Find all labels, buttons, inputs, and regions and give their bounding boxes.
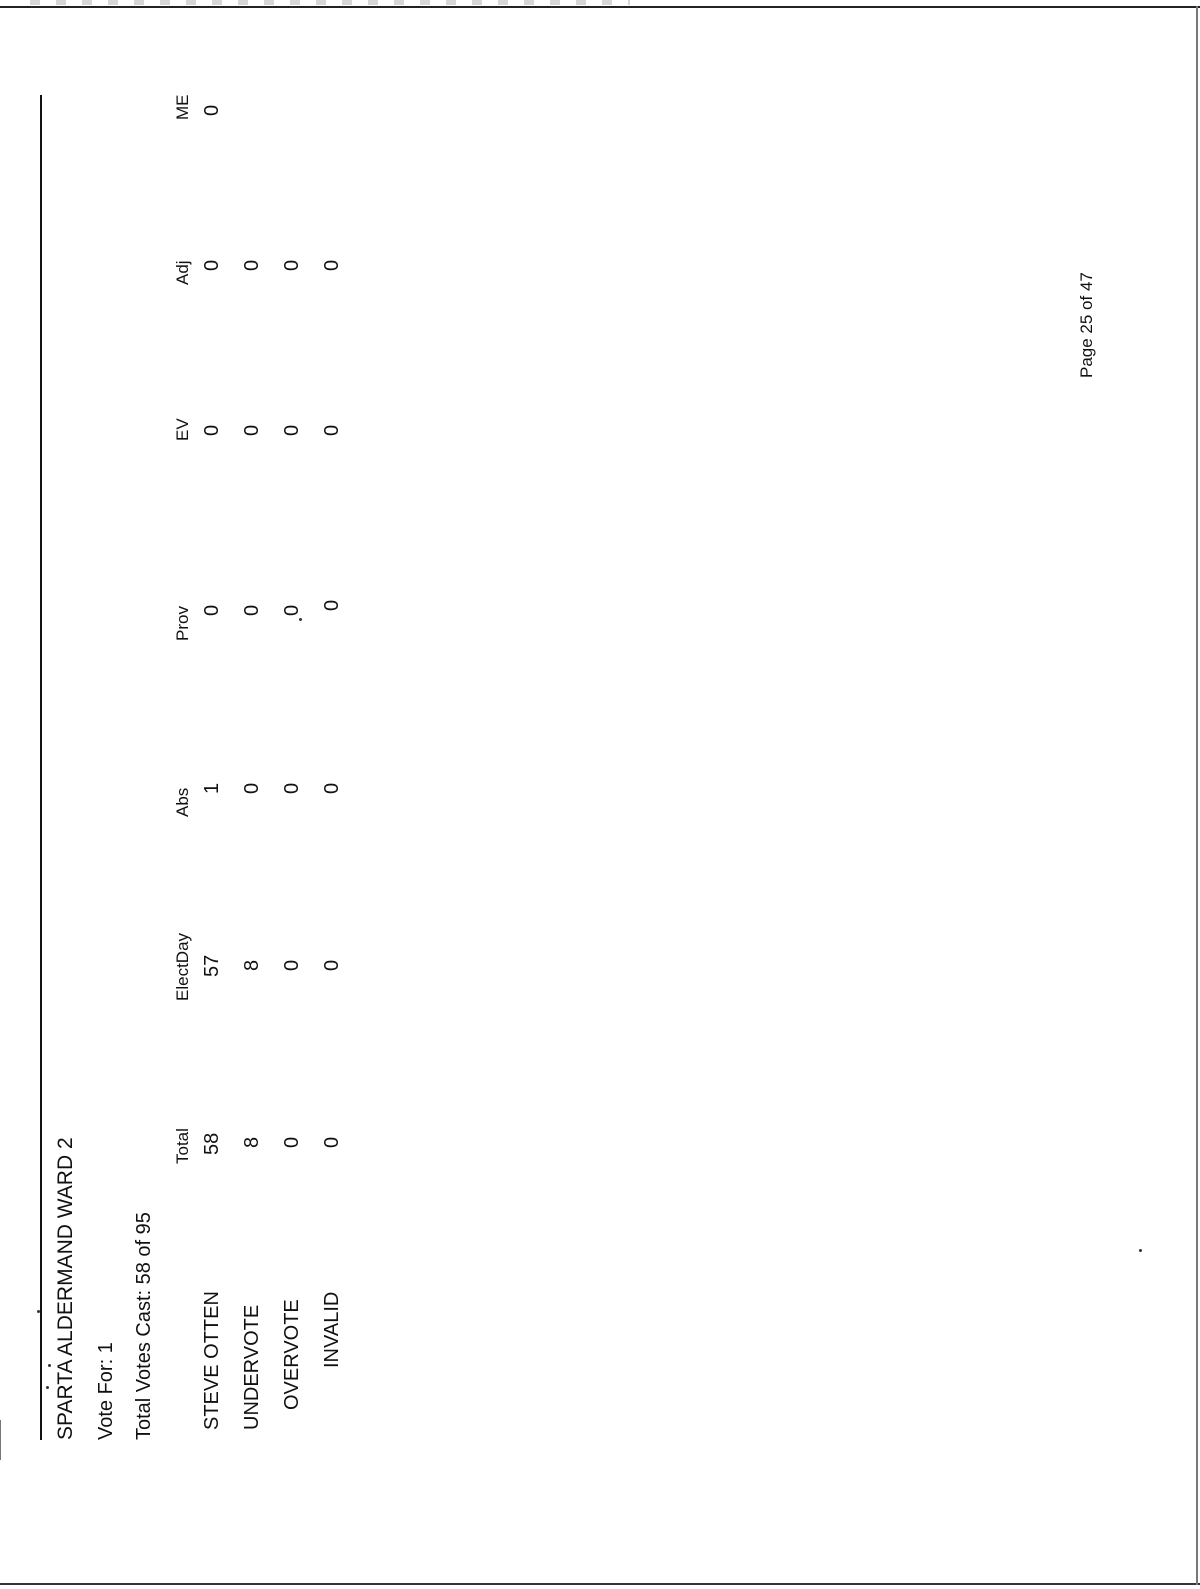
vote-for-label: Vote For: 1	[95, 1342, 117, 1440]
cell-abs: 0	[321, 782, 343, 794]
cell-ev: 0	[241, 424, 263, 436]
scan-left-artifact	[0, 1420, 1, 1460]
cell-ev: 0	[321, 424, 343, 436]
cell-ev: 0	[281, 424, 303, 436]
cell-abs: 0	[241, 782, 263, 794]
row-label-undervote: UNDERVOTE	[241, 1304, 263, 1430]
row-label-invalid: INVALID	[321, 1291, 343, 1368]
cell-total: 8	[241, 1136, 263, 1148]
results-table-rotated	[44, 95, 1164, 1440]
cell-electday: 0	[281, 959, 303, 971]
cell-prov: 0	[201, 604, 223, 616]
cell-electday: 0	[321, 959, 343, 971]
cell-adj: 0	[201, 259, 223, 271]
cell-electday: 8	[241, 959, 263, 971]
column-header-abs: Abs	[173, 787, 192, 817]
column-header-me: ME	[173, 94, 192, 120]
column-header-total: Total	[173, 1128, 192, 1164]
scan-bottom-border	[0, 1583, 1200, 1585]
cell-total: 0	[321, 1136, 343, 1148]
cell-prov: 0	[321, 599, 343, 611]
scan-top-border	[0, 6, 1200, 8]
cell-electday: 57	[201, 954, 223, 977]
cell-ev: 0	[201, 424, 223, 436]
cell-abs: 0	[281, 782, 303, 794]
row-label-overvote: OVERVOTE	[281, 1299, 303, 1410]
cell-abs: 1	[201, 782, 223, 794]
cell-adj: 0	[241, 259, 263, 271]
cell-total: 0	[281, 1136, 303, 1148]
page-number: Page 25 of 47	[1077, 272, 1096, 378]
cell-me: 0	[201, 104, 223, 116]
row-label-steve-otten: STEVE OTTEN	[201, 1291, 223, 1430]
scan-top-artifact	[30, 0, 630, 5]
scan-speck	[37, 1310, 40, 1313]
cell-total: 58	[201, 1132, 223, 1155]
cell-prov: 0	[281, 604, 303, 616]
scan-right-border	[1196, 6, 1198, 1585]
contest-title: SPARTA ALDERMAND WARD 2	[54, 1137, 77, 1440]
report-header-rule	[40, 95, 42, 1440]
cell-prov: 0	[241, 604, 263, 616]
cell-adj: 0	[281, 259, 303, 271]
total-votes-cast: Total Votes Cast: 58 of 95	[133, 1212, 155, 1440]
column-header-prov: Prov	[173, 606, 192, 641]
column-header-ev: EV	[173, 418, 192, 441]
column-header-electday: ElectDay	[173, 932, 192, 1001]
cell-adj: 0	[321, 259, 343, 271]
column-header-adj: Adj	[173, 260, 192, 285]
